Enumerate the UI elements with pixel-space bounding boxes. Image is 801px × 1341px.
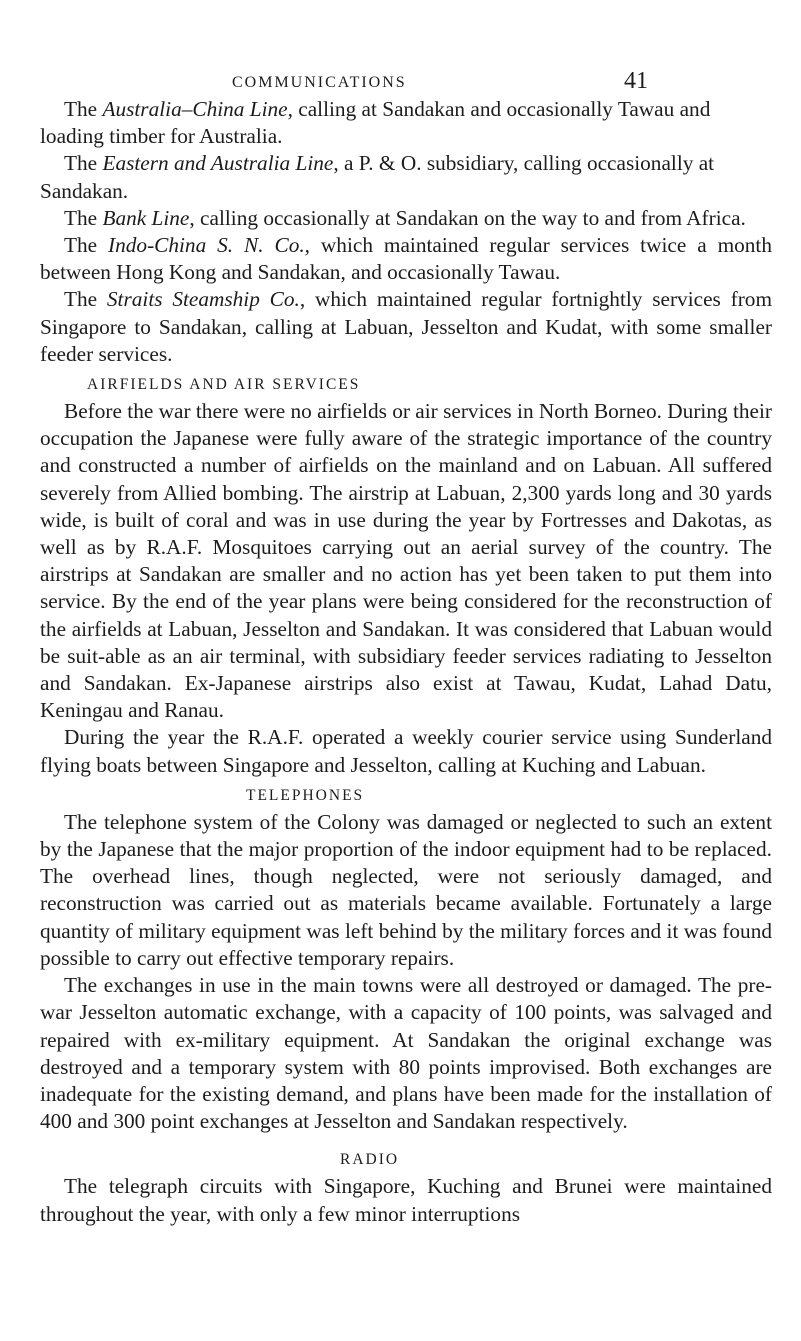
radio-section xyxy=(40,1147,772,1227)
paragraph: The telegraph circuits with Singapore, Kuching and Brunei were maintained throughout the year, with only a few minor interruptions xyxy=(40,1174,772,1226)
shipping-line-name: Bank Line xyxy=(102,205,190,230)
paragraph: The exchanges in use in the main towns were all destroyed or damaged. The pre-war Jesselton automatic exchange, with a capacity of 100 points, was salvaged and repaired with ex-military equipment. At Sandakan the original exchange was destroyed and a temporary system with 80 points improvised. Both exchanges are inadequate for the existing demand, and plans have been made for the installation of 400 and 300 point exchanges at Jesselton and Sandakan respectively. xyxy=(40,973,772,1134)
shipping-line-entry: The Eastern and Australia Line, a P. & O. subsidiary, calling occasionally at Sandakan. xyxy=(40,151,715,203)
shipping-line-entry: The Indo-China S. N. Co., which maintained regular services twice a month between Hong Kong and Sandakan, and occasionally Tawau. xyxy=(40,233,772,285)
shipping-line-name: Straits Steamship Co. xyxy=(106,287,300,312)
paragraph: Before the war there were no airfields or air services in North Borneo. During their occupation the Japanese were fully aware of the strategic importance of the country and constructed a number of airfields on the mainland and on Labuan. All suffered severely from Allied bombing. The airstrip at Labuan, 2,300 yards long and 30 yards wide, is built of coral and was in use during the year by Fortresses and Dakotas, as well as by R.A.F. Mosquitoes carrying out an aerial survey of the country. The airstrips at Sandakan are smaller and no action has yet been taken to put them into service. By the end of the year plans were being considered for the reconstruction of the airfields at Labuan, Jesselton and Sandakan. It was considered that Labuan would be suit-able as an air terminal, with subsidiary feeder services radiating to Jesselton and Sandakan. Ex-Japanese airstrips also exist at Tawau, Kudat, Lahad Datu, Keningau and Ranau. xyxy=(40,399,772,723)
page-body xyxy=(40,96,772,1228)
paragraph: During the year the R.A.F. operated a weekly courier service using Sunderland flying boats between Singapore and Jesselton, calling at Kuching and Labuan. xyxy=(40,725,772,777)
airfields-section xyxy=(40,372,772,779)
section-heading-telephones: TELEPHONES xyxy=(246,786,365,804)
page-number: 41 xyxy=(624,68,648,94)
shipping-line-name: Australia–China Line xyxy=(102,97,288,121)
shipping-line-name: Indo-China S. N. Co. xyxy=(108,233,305,258)
shipping-line-entry: The Straits Steamship Co., which maintained regular fortnightly services from Singapore to Sandakan, calling at Labuan, Jesselton and Kudat, with some smaller feeder services. xyxy=(40,287,773,366)
shipping-line-name: Eastern and Australia Line xyxy=(102,151,334,176)
section-heading-radio: RADIO xyxy=(340,1151,400,1169)
paragraph: The telephone system of the Colony was damaged or neglected to such an extent by the Japanese that the major proportion of the indoor equipment had to be replaced. The overhead lines, though neglected, were not seriously damaged, and reconstruction was carried out as materials became available. Fortunately a large quantity of military equipment was left behind by the military forces and it was found possible to carry out effective temporary repairs. xyxy=(40,809,772,970)
running-title: COMMUNICATIONS xyxy=(232,74,407,91)
shipping-lines-list xyxy=(40,96,772,368)
telephones-section xyxy=(40,783,772,1135)
shipping-line-entry: The Bank Line, calling occasionally at Sandakan on the way to and from Africa. xyxy=(64,205,746,230)
section-heading-airfields: AIRFIELDS AND AIR SERVICES xyxy=(87,376,361,394)
shipping-line-entry: The Australia–China Line, calling at Sandakan and occasionally Tawau and loading timber for Australia. xyxy=(40,97,711,149)
